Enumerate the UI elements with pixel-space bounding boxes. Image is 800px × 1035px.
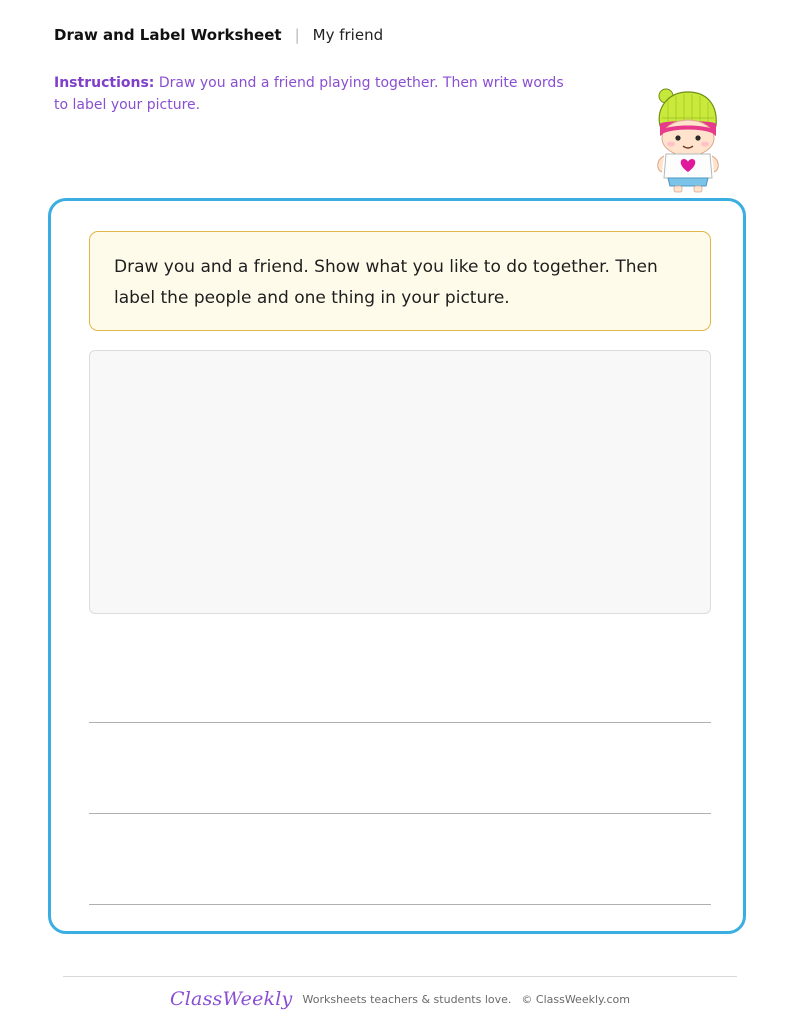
kid-with-green-beanie-icon (648, 82, 728, 194)
writing-line-3[interactable] (89, 904, 711, 905)
worksheet-title: Draw and Label Worksheet (54, 26, 282, 44)
prompt-box (89, 231, 711, 331)
footer-divider (63, 976, 737, 977)
prompt-text: Draw you and a friend. Show what you like to do together. Then label the people and one thing in your picture. (114, 257, 658, 308)
instructions (54, 72, 574, 116)
instructions-label: Instructions: (54, 75, 155, 91)
footer (0, 988, 800, 1010)
instructions-text: Draw you and a friend playing together. Then write words to label your picture. (54, 75, 564, 113)
writing-line-2[interactable] (89, 813, 711, 814)
footer-tagline: Worksheets teachers & students love. (302, 992, 512, 1006)
writing-line-1[interactable] (89, 722, 711, 723)
header-separator: | (294, 26, 300, 44)
footer-copyright: © ClassWeekly.com (521, 992, 630, 1006)
brand-logo: ClassWeekly (170, 988, 293, 1010)
worksheet-header (54, 26, 383, 44)
drawing-area[interactable] (89, 350, 711, 614)
worksheet-subject: My friend (312, 26, 384, 44)
